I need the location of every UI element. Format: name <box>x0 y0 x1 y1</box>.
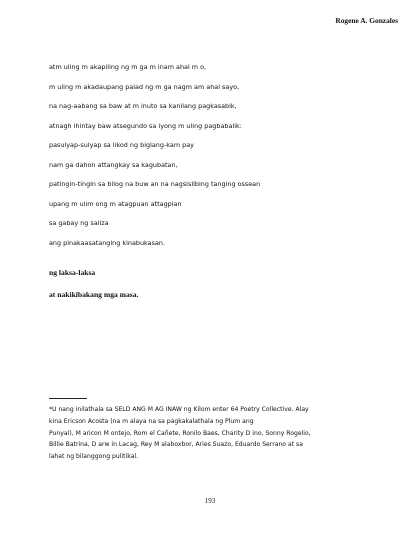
poem-line: atm uling m akapiling ng m ga m inam ahal m o, <box>49 63 207 71</box>
footnote-line: Punyal), M aricon M ontejo, Rom el Cañete, Ronilo Baes, Charity D ino, Sonny Rogelio, <box>49 429 311 437</box>
closing-stanza <box>49 262 138 306</box>
poem-body <box>49 58 379 253</box>
footnote-line: Billie Batrina, D arw in Lacag, Rey M alaboxbor, Aries Suazo, Eduardo Serrano at sa <box>49 441 303 449</box>
poem-line: pasulyap-sulyap sa likod ng biglang-kam pay <box>49 141 194 149</box>
page-number: 193 <box>204 497 216 505</box>
footnote-line: *U nang inilathala sa SELD ANG M AG INAW ng Kilom enter 64 Poetry Collective. Alay <box>49 406 309 413</box>
footnote <box>49 404 379 463</box>
footnote-separator <box>49 398 87 399</box>
stanza-line: at nakikibakang mga masa. <box>49 290 139 299</box>
poem-line: nam ga dahon attangkay sa kagubatan, <box>49 160 178 169</box>
poem-line: upang m ulim ong m atagpuan attagpian <box>49 199 182 208</box>
stanza-line: ng laksa-laksa <box>49 268 96 277</box>
running-header-author: Rogene A. Gonzales <box>335 16 398 25</box>
poem-line: patingin-tingin sa bilog na buw an na nagsisilbing tanging ossean <box>49 180 261 188</box>
footnote-line: lahat ng bilanggong pulitikal. <box>49 453 138 461</box>
poem-line: sa gabay ng saliza <box>49 219 109 227</box>
poem-line: atnagh ihintay baw atsegundo sa iyong m uling pagbabalik: <box>49 121 242 130</box>
poem-line: ang pinakaasatanging kinabukasan. <box>49 238 166 247</box>
poem-line: na nag-aabang sa baw at m inuto sa kanilang pagkasabik, <box>49 102 237 110</box>
footnote-line: kina Ericson Acosta (na m alaya na sa pagkakalathala ng Plum ang <box>49 417 254 425</box>
poem-line: m uling m akadaupang palad ng m ga nagm am ahal sayo, <box>49 82 240 91</box>
